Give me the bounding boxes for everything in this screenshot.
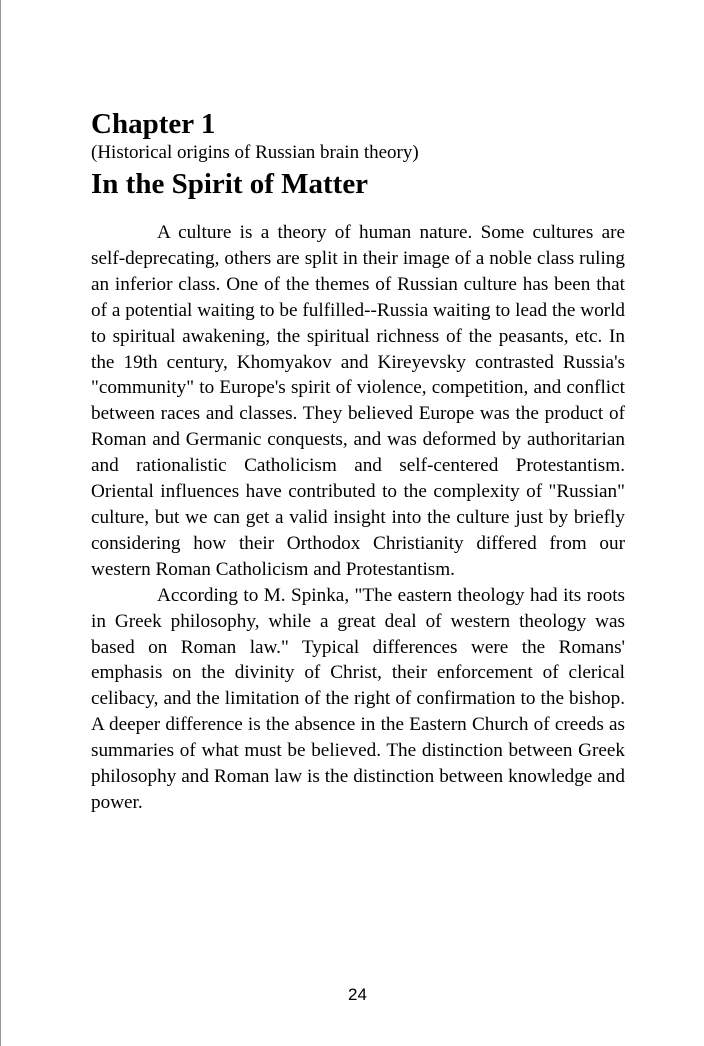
chapter-subtitle: (Historical origins of Russian brain theory) xyxy=(91,142,419,163)
body-paragraph-1: A culture is a theory of human nature. Some cultures are self-deprecating, others are split in their image of a noble class ruling an inferior class. One of the themes of Russian culture has been that of a potential waiting to be fulfilled--Russia waiting to lead the world to spiritual awakening, the spiritual richness of the peasants, etc. In the 19th century, Khomyakov and Kireyevsky contrasted Russia's "community" to Europe's spirit of violence, competition, and conflict between races and classes. They believed Europe was the product of Roman and Germanic conquests, and was deformed by authoritarian and rationalistic Catholicism and self-centered Protestantism. Oriental influences have contributed to the complexity of "Russian" culture, but we can get a valid insight into the culture just by briefly considering how their Orthodox Christianity differed from our western Roman Catholicism and Protestantism. xyxy=(91,222,625,580)
page-number: 24 xyxy=(348,985,367,1004)
page-content xyxy=(91,106,625,816)
chapter-label: Chapter 1 xyxy=(91,108,216,140)
body-paragraph-2: According to M. Spinka, "The eastern theology had its roots in Greek philosophy, while a great deal of western theology was based on Roman law." Typical differences were the Romans' emphasis on the divinity of Christ, their enforcement of clerical celibacy, and the limitation of the right of confirmation to the bishop. A deeper difference is the absence in the Eastern Church of creeds as summaries of what must be believed. The distinction between Greek philosophy and Roman law is the distinction between knowledge and power. xyxy=(91,584,625,813)
page-edge-line xyxy=(0,0,1,1046)
chapter-title: In the Spirit of Matter xyxy=(91,168,369,200)
